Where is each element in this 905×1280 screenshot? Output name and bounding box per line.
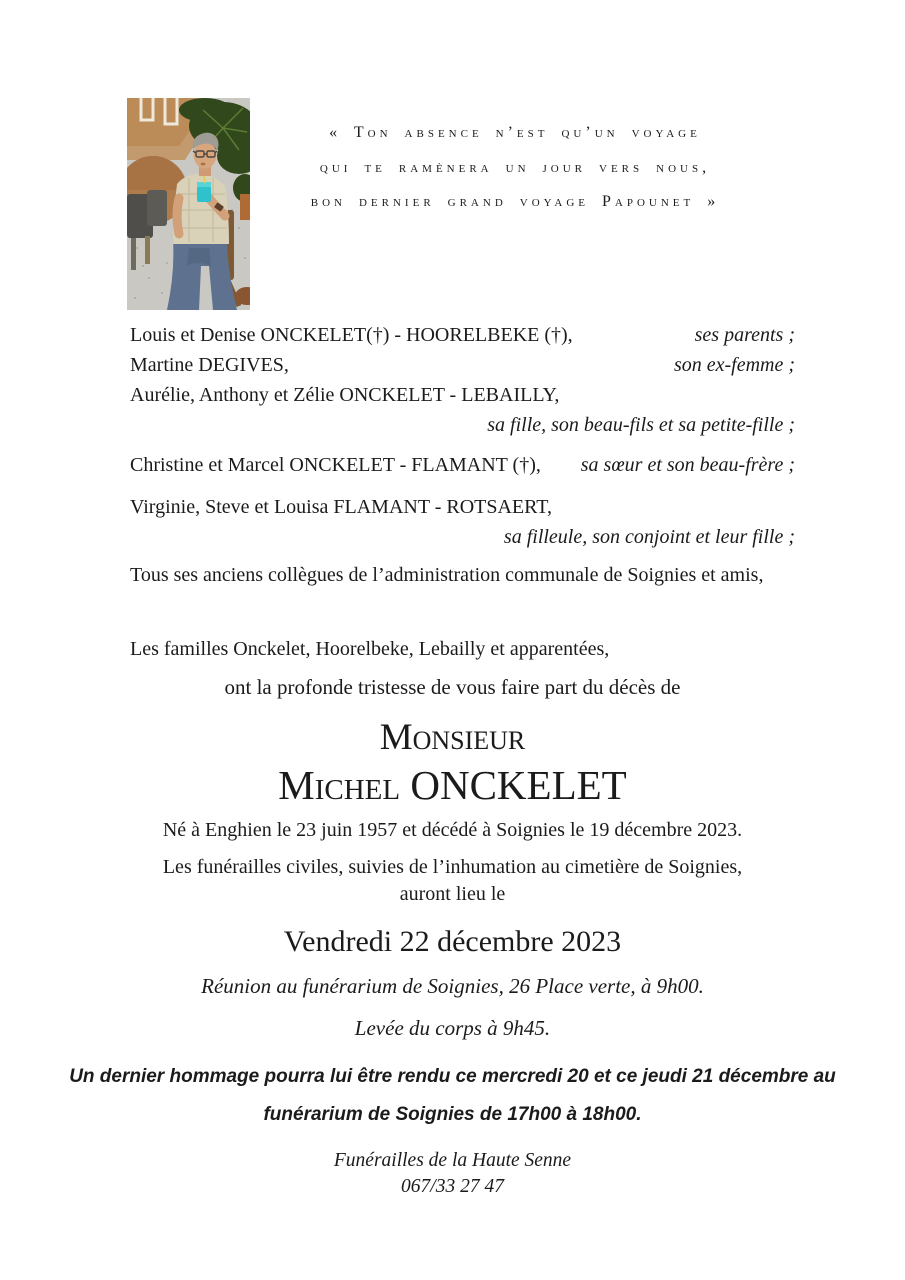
relative-relation: son ex-femme ;: [673, 354, 795, 376]
relative-relation: sa sœur et son beau-frère ;: [580, 454, 795, 476]
relative-row-sister: [130, 450, 795, 480]
memorial-quote: [260, 116, 770, 220]
relative-names: Aurélie, Anthony et Zélie ONCKELET - LEBAILLY,: [130, 384, 560, 406]
quote-line-2: qui te ramènera un jour vers nous,: [319, 158, 711, 176]
portrait-photo: [127, 98, 250, 310]
portrait-photo-illustration: [127, 98, 250, 310]
header-section: [0, 0, 905, 320]
relative-names: Virginie, Steve et Louisa FLAMANT - ROTSAERT,: [130, 496, 553, 518]
life-dates-line: Né à Enghien le 23 juin 1957 et décédé à Soignies le 19 décembre 2023.: [162, 819, 743, 841]
relative-relation: sa fille, son beau-fils et sa petite-fille ;: [487, 414, 795, 436]
relative-row-daughter: [130, 380, 795, 440]
relative-names: Christine et Marcel ONCKELET - FLAMANT (†),: [130, 454, 541, 476]
hommage-line-2: funérarium de Soignies de 17h00 à 18h00.: [263, 1104, 642, 1125]
funeral-home-name: Funérailles de la Haute Senne: [333, 1150, 572, 1171]
relative-relation: sa filleule, son conjoint et leur fille ;: [503, 526, 795, 548]
funeral-date: Vendredi 22 décembre 2023: [283, 925, 622, 958]
meeting-line: Réunion au funérarium de Soignies, 26 Place verte, à 9h00.: [201, 974, 704, 998]
quote-line-1: « Ton absence n’est qu’un voyage: [329, 124, 701, 141]
families-line: Les familles Onckelet, Hoorelbeke, Lebailly et apparentées,: [130, 638, 610, 660]
relatives-section: [130, 320, 795, 664]
hommage-line-1: Un dernier hommage pourra lui être rendu ce mercredi 20 et ce jeudi 21 décembre au: [69, 1066, 836, 1087]
levee-line: Levée du corps à 9h45.: [354, 1016, 551, 1040]
announcement-line: ont la profonde tristesse de vous faire part du décès de: [224, 675, 681, 699]
colleagues-line: Tous ses anciens collègues de l’administration communale de Soignies et amis,: [130, 564, 764, 586]
relative-row-exwife: [130, 350, 795, 380]
funeral-intro-line-2: auront lieu le: [399, 883, 506, 905]
funeral-home-phone: 067/33 27 47: [401, 1176, 504, 1197]
funeral-home-footer: [0, 1148, 905, 1200]
relative-names: Louis et Denise ONCKELET(†) - HOORELBEKE (†),: [130, 324, 573, 346]
hommage-notice: [0, 1058, 905, 1134]
deceased-name: Michel ONCKELET: [278, 762, 627, 808]
relative-relation: ses parents ;: [694, 324, 795, 346]
funeral-intro: [0, 854, 905, 908]
deceased-title: Monsieur: [379, 717, 526, 758]
relative-row-goddaughter: [130, 492, 795, 552]
quote-line-3: bon dernier grand voyage Papounet »: [310, 193, 720, 210]
funeral-intro-line-1: Les funérailles civiles, suivies de l’inhumation au cimetière de Soignies,: [162, 856, 743, 878]
relative-row-parents: [130, 320, 795, 350]
relative-names: Martine DEGIVES,: [130, 354, 289, 376]
